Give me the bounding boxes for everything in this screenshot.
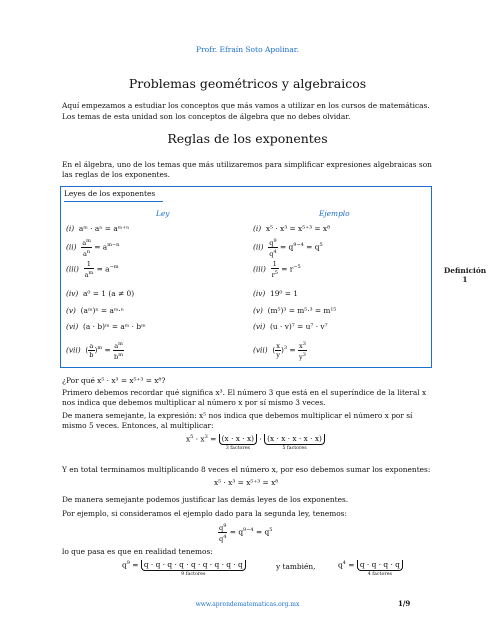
law-text: (a · b)ᵐ = aᵐ · bᵐ xyxy=(83,322,146,331)
exponent-laws-box xyxy=(60,186,432,368)
fraction: $\frac{x^3}{y^3}$ xyxy=(298,341,306,362)
expansion-q4: $q^4$ = q · q · q · q 4 factores xyxy=(338,560,403,577)
brace-label: 9 factores xyxy=(181,572,206,577)
law-label: (v) xyxy=(66,306,76,315)
law-i xyxy=(66,224,129,233)
brace-label: 4 factores xyxy=(367,572,393,577)
question-line: ¿Por qué x⁵ · x³ = x⁵⁺³ = x⁸? xyxy=(62,376,166,385)
law-label: (iv) xyxy=(66,289,79,298)
intro-line-2: Los temas de esta unidad son los conceptos de álgebra que no debes olvidar. xyxy=(62,112,351,121)
section-intro-line-1: En el álgebra, uno de los temas que más utilizaremos para simplificar expresiones algebraicas son xyxy=(62,160,432,169)
fraction: $\frac{q^9}{q^4}$ xyxy=(219,523,227,544)
column-ejemplo: Ejemplo xyxy=(319,209,350,218)
author-header: Profr. Efraín Soto Apolinar. xyxy=(196,45,299,54)
law-vi xyxy=(66,322,146,331)
definition-word: Definición xyxy=(443,266,487,275)
law-text: aᵐ · aⁿ = aᵐ⁺ⁿ xyxy=(78,224,130,233)
law-label: (vii) xyxy=(66,345,81,355)
brace-group: q · q · q · q 4 factores xyxy=(357,560,403,577)
footer-url[interactable]: www.aprendematematicas.org.mx xyxy=(195,601,300,608)
section-title: Reglas de los exponentes xyxy=(167,131,328,146)
example-text: x⁵ · x³ = x⁵⁺³ = x⁸ xyxy=(265,224,331,233)
law-iv xyxy=(66,289,134,298)
example-vi xyxy=(253,322,328,331)
example-text: (u · v)⁷ = u⁷ · v⁷ xyxy=(270,322,328,331)
example-label: (iii) xyxy=(253,264,266,274)
page-number: 1/9 xyxy=(398,599,411,608)
law-label: (vi) xyxy=(66,322,79,331)
law-label: (iii) xyxy=(66,264,79,274)
brace-label: 3 factores xyxy=(225,446,251,451)
law-ii: (ii) $\frac{a^m}{a^n}$ = $a^{m-n}$ xyxy=(66,238,120,259)
example-label: (ii) xyxy=(253,242,264,252)
example-text: 19⁰ = 1 xyxy=(270,289,298,298)
page-title: Problemas geométricos y algebraicos xyxy=(128,76,367,91)
definition-label xyxy=(440,266,490,284)
fraction: $\frac{1}{r^5}$ xyxy=(271,260,278,280)
brace-label: 5 factores xyxy=(282,446,307,451)
law-text: a⁰ = 1 (a ≠ 0) xyxy=(83,289,135,298)
column-ley: Ley xyxy=(156,209,170,218)
box-title: Leyes de los exponentes xyxy=(64,189,163,202)
fraction: $\frac{1}{a^m}$ xyxy=(84,260,94,280)
body-p2-line-1: De manera semejante, la expresión: x⁵ nos indica que debemos multiplicar el número x por sí xyxy=(62,411,413,420)
sum-equation: x⁵ · x³ = x⁵⁺³ = x⁸ xyxy=(214,478,279,487)
y-tambien-text: y también, xyxy=(276,562,316,571)
law-label: (i) xyxy=(66,224,75,233)
body-p6: lo que pasa es que en realidad tenemos: xyxy=(62,547,213,556)
fraction: $\frac{a^m}{a^n}$ xyxy=(82,238,91,259)
example-ii: (ii) $\frac{q^9}{q^4}$ = $q^{9-4} = q^5$ xyxy=(253,238,323,259)
quotient-equation: $\frac{q^9}{q^4}$ = $q^{9-4} = q^5$ xyxy=(219,523,273,544)
law-v xyxy=(66,306,124,315)
body-p4: De manera semejante podemos justificar las demás leyes de los exponentes. xyxy=(62,495,349,504)
example-vii: (vii) ( $\frac{x}{y}$ )$^3$ = $\frac{x^3}{y^3}$ xyxy=(253,341,306,362)
multiplication-expansion: $x^5 \cdot x^3$ = (x · x · x) 3 factores · (x · x · x · x · x) 5 factores xyxy=(186,434,325,451)
fraction: $\frac{a}{b}$ xyxy=(89,342,94,360)
law-vii: (vii) ( $\frac{a}{b}$ )$^m$ = $\frac{a^m}{b^m}$ xyxy=(66,341,124,362)
brace-group: (x · x · x) 3 factores xyxy=(219,434,257,451)
body-p1-line-2: nos indica que debemos multiplicar al número x por sí mismo 3 veces. xyxy=(62,398,326,407)
brace-group: (x · x · x · x · x) 5 factores xyxy=(264,434,325,451)
body-p2-line-2: mismo 5 veces. Entonces, al multiplicar: xyxy=(62,421,214,430)
example-v xyxy=(253,306,336,315)
example-iv xyxy=(253,289,298,298)
example-label: (vii) xyxy=(253,345,268,355)
section-intro-line-2: las reglas de los exponentes. xyxy=(62,170,170,179)
body-p3: Y en total terminamos multiplicando 8 veces el número x, por eso debemos sumar los exponentes: xyxy=(62,465,431,474)
fraction: $\frac{x}{y}$ xyxy=(276,342,280,360)
body-p1-line-1: Primero debemos recordar qué significa x³. El número 3 que está en el superíndice de la literal x xyxy=(62,388,427,397)
law-label: (ii) xyxy=(66,242,77,252)
law-iii: (iii) $\frac{1}{a^m}$ = $a^{-m}$ xyxy=(66,260,119,280)
example-i xyxy=(253,224,330,233)
intro-line-1: Aquí empezamos a estudiar los conceptos que más vamos a utilizar en los cursos de matemáticas. xyxy=(62,101,430,110)
expansion-q9: $q^9$ = q · q · q · q · q · q · q · q · q 9 factores xyxy=(122,560,246,577)
example-label: (v) xyxy=(253,306,263,315)
fraction: $\frac{a^m}{b^m}$ xyxy=(114,341,124,362)
body-p5: Por ejemplo, si consideramos el ejemplo dado para la segunda ley, tenemos: xyxy=(62,509,347,518)
example-label: (i) xyxy=(253,224,262,233)
brace-group: q · q · q · q · q · q · q · q · q 9 factores xyxy=(141,560,246,577)
example-label: (vi) xyxy=(253,322,266,331)
definition-number: 1 xyxy=(462,275,468,284)
example-text: (m⁵)³ = m⁵·³ = m¹⁵ xyxy=(267,306,337,315)
example-label: (iv) xyxy=(253,289,266,298)
fraction: $\frac{q^9}{q^4}$ xyxy=(269,238,277,259)
law-text: (aᵐ)ⁿ = aᵐ·ⁿ xyxy=(80,306,124,315)
example-iii: (iii) $\frac{1}{r^5}$ = $r^{-5}$ xyxy=(253,260,301,280)
